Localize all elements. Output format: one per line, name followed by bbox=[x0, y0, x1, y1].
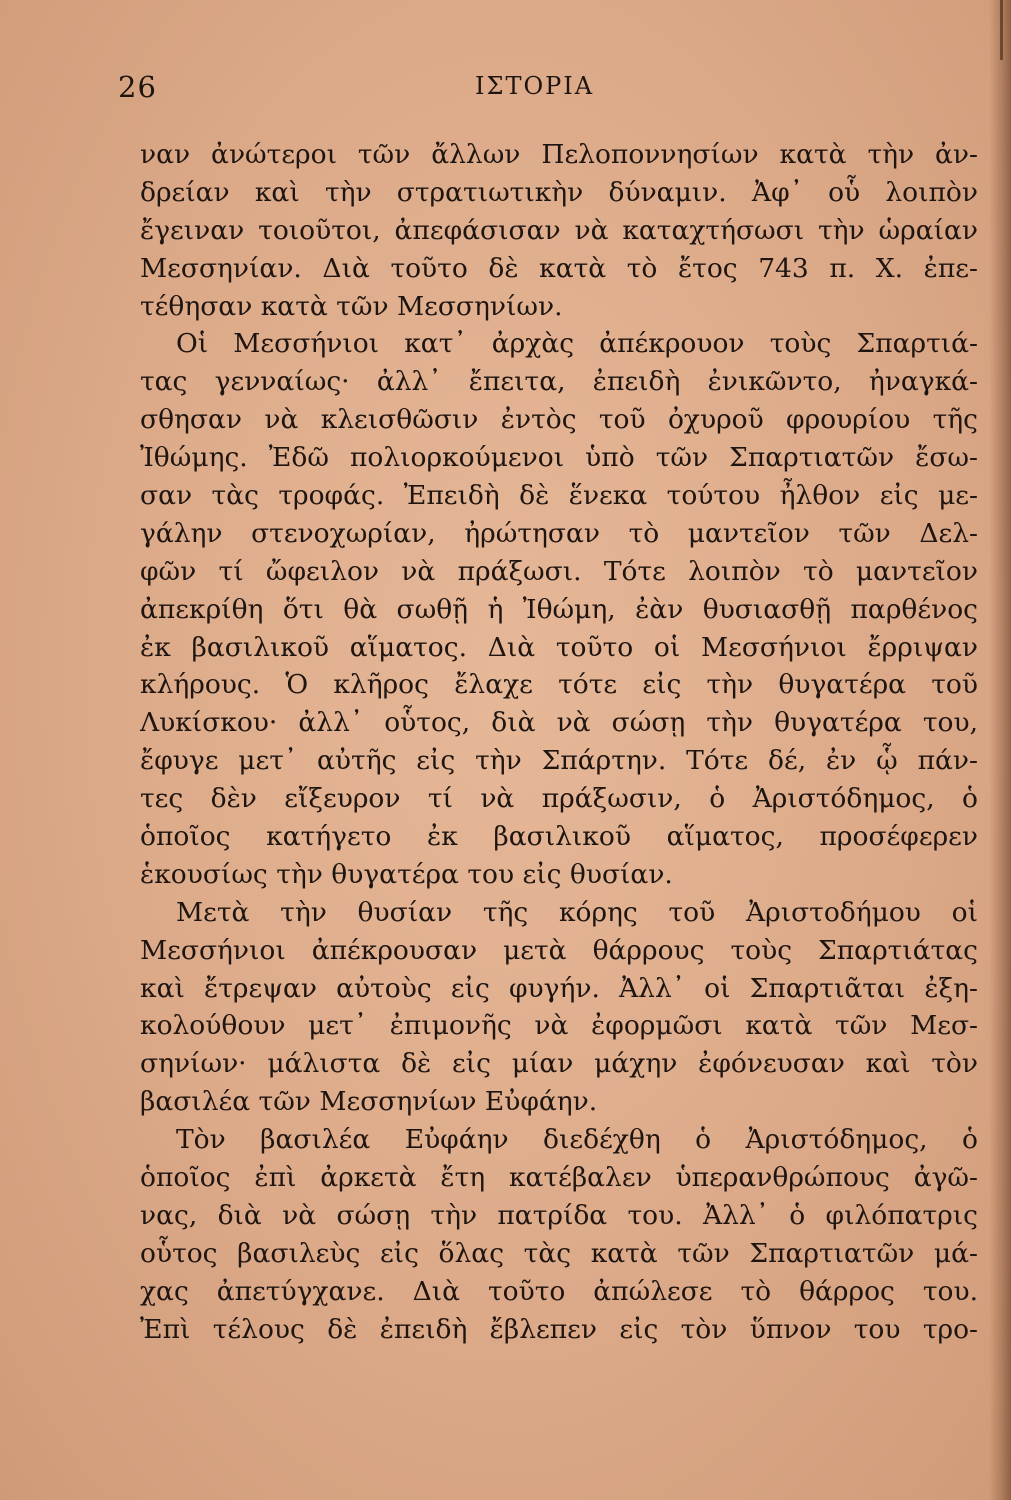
text-line: κολούθουν μετ᾽ ἐπιμονῆς νὰ ἐφορμῶσι κατὰ τῶν Μεσ- bbox=[140, 1010, 978, 1042]
text-line: τας γενναίως· ἀλλ᾽ ἔπειτα, ἐπειδὴ ἐνικῶντο, ἠναγκά- bbox=[140, 366, 978, 398]
text-line: Ἰθώμης. Ἐδῶ πολιορκούμενοι ὑπὸ τῶν Σπαρτιατῶν ἔσω- bbox=[140, 442, 978, 474]
text-line: Μεσσήνιοι ἀπέκρουσαν μετὰ θάρρους τοὺς Σπαρτιάτας bbox=[140, 934, 978, 966]
page-number: 26 bbox=[118, 70, 157, 104]
text-line: δρείαν καὶ τὴν στρατιωτικὴν δύναμιν. Ἀφ᾽ οὗ λοιπὸν bbox=[140, 176, 978, 208]
text-line: Τὸν βασιλέα Εὐφάην διεδέχθη ὁ Ἀριστόδημος, ὁ bbox=[176, 1124, 978, 1156]
text-line: χας ἀπετύγχανε. Διὰ τοῦτο ἀπώλεσε τὸ θάρρος του. bbox=[140, 1275, 978, 1307]
text-line: τες δὲν εἴξευρον τί νὰ πράξωσιν, ὁ Ἀριστόδημος, ὁ bbox=[140, 783, 978, 815]
text-line: ἀπεκρίθη ὅτι θὰ σωθῇ ἡ Ἰθώμη, ἐὰν θυσιασθῇ παρθένος bbox=[140, 593, 978, 625]
text-line: ἔγειναν τοιοῦτοι, ἀπεφάσισαν νὰ καταχτήσωσι τὴν ὡραίαν bbox=[140, 214, 978, 246]
text-line: Λυκίσκου· ἀλλ᾽ οὗτος, διὰ νὰ σώσῃ τὴν θυγατέρα του, bbox=[140, 707, 978, 739]
body-text bbox=[140, 136, 978, 1349]
text-line: Οἱ Μεσσήνιοι κατ᾽ ἀρχὰς ἀπέκρουον τοὺς Σπαρτιά- bbox=[176, 328, 978, 360]
text-line: οὗτος βασιλεὺς εἰς ὅλας τὰς κατὰ τῶν Σπαρτιατῶν μά- bbox=[140, 1237, 978, 1269]
running-title: ΙΣΤΟΡΙΑ bbox=[475, 72, 595, 100]
page-header bbox=[0, 62, 1011, 112]
text-line: ἑκουσίως τὴν θυγατέρα του εἰς θυσίαν. bbox=[140, 858, 673, 890]
text-line: Ἐπὶ τέλους δὲ ἐπειδὴ ἔβλεπεν εἰς τὸν ὕπνον του τρο- bbox=[140, 1313, 978, 1345]
text-line: τέθησαν κατὰ τῶν Μεσσηνίων. bbox=[140, 290, 563, 322]
text-line: φῶν τί ὤφειλον νὰ πράξωσι. Τότε λοιπὸν τὸ μαντεῖον bbox=[140, 555, 978, 587]
text-line: ὁποῖος ἐπὶ ἀρκετὰ ἔτη κατέβαλεν ὑπερανθρώπους ἀγῶ- bbox=[140, 1162, 978, 1194]
text-line: νας, διὰ νὰ σώσῃ τὴν πατρίδα του. Ἀλλ᾽ ὁ φιλόπατρις bbox=[140, 1199, 978, 1231]
text-line: γάλην στενοχωρίαν, ἠρώτησαν τὸ μαντεῖον τῶν Δελ- bbox=[140, 517, 978, 549]
page-edge-shadow bbox=[989, 0, 1011, 1500]
text-line: ἔφυγε μετ᾽ αὐτῆς εἰς τὴν Σπάρτην. Τότε δέ, ἐν ᾧ πάν- bbox=[140, 745, 978, 777]
text-line: κλήρους. Ὁ κλῆρος ἔλαχε τότε εἰς τὴν θυγατέρα τοῦ bbox=[140, 669, 978, 701]
text-line: σθησαν νὰ κλεισθῶσιν ἐντὸς τοῦ ὀχυροῦ φρουρίου τῆς bbox=[140, 404, 978, 436]
text-line: σαν τὰς τροφάς. Ἐπειδὴ δὲ ἕνεκα τούτου ἦλθον εἰς με- bbox=[140, 480, 978, 512]
text-line: σηνίων· μάλιστα δὲ εἰς μίαν μάχην ἐφόνευσαν καὶ τὸν bbox=[140, 1048, 978, 1080]
text-line: Μετὰ τὴν θυσίαν τῆς κόρης τοῦ Ἀριστοδήμου οἱ bbox=[176, 896, 978, 928]
text-line: Μεσσηνίαν. Διὰ τοῦτο δὲ κατὰ τὸ ἔτος 743 π. Χ. ἐπε- bbox=[140, 252, 978, 284]
text-line: βασιλέα τῶν Μεσσηνίων Εὐφάην. bbox=[140, 1086, 598, 1118]
text-line: ὁποῖος κατήγετο ἐκ βασιλικοῦ αἵματος, προσέφερεν bbox=[140, 821, 978, 853]
binding-mark bbox=[1000, 0, 1003, 60]
text-line: ἐκ βασιλικοῦ αἵματος. Διὰ τοῦτο οἱ Μεσσήνιοι ἔρριψαν bbox=[140, 631, 978, 663]
text-line: ναν ἀνώτεροι τῶν ἄλλων Πελοποννησίων κατὰ τὴν ἀν- bbox=[140, 139, 978, 170]
text-line: καὶ ἔτρεψαν αὐτοὺς εἰς φυγήν. Ἀλλ᾽ οἱ Σπαρτιᾶται ἐξη- bbox=[140, 972, 978, 1004]
